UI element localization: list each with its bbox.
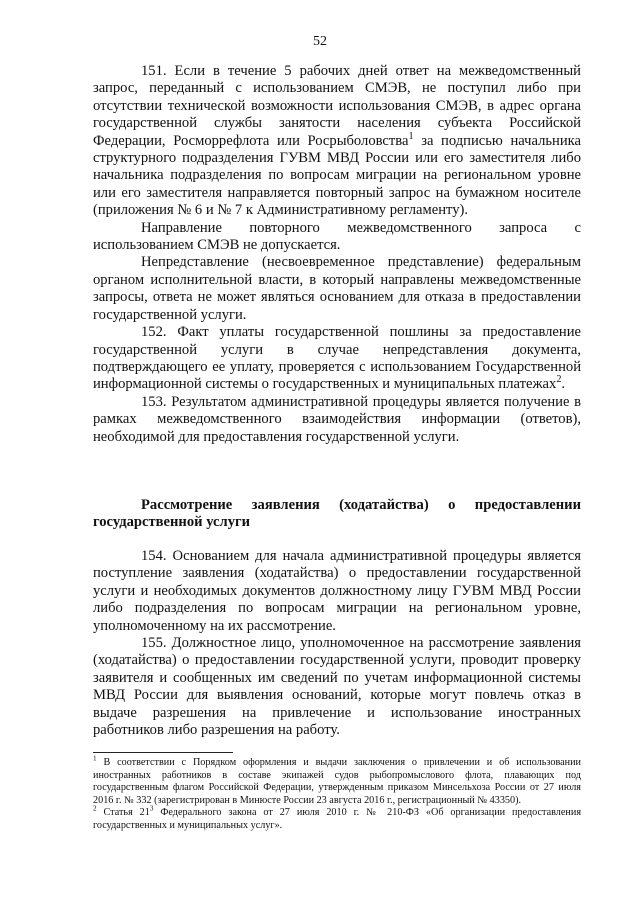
paragraph-151 [93,63,581,220]
footnote-1-mark: 1 [93,754,97,763]
footnote-ref-1: 1 [408,130,414,142]
paragraph-155: 155. Должностное лицо, уполномоченное на рассмотрение заявления (ходатайства) о предоставлении государственной услуги, проводит проверку заявителя и сообщенных им сведений по учетам информационной системы МВД России для выявления оснований, которые могут повлечь отказ в выдаче разрешения на привлечение и использование иностранных работников либо разрешения на работу. [93,635,581,739]
footnote-1-text: В соответствии с Порядком оформления и выдачи заключения о привлечении и об использовании иностранных работников в составе экипажей судов рыбопромыслового флота, плавающих под государственным флагом Российской Федерации, утвержденным приказом Минсельхоза России от 27 июля 2016 г. № 332 (зарегистрирован в Минюсте России 23 августа 2016 г., регистрационный № 43350). [93,757,581,806]
section-heading: Рассмотрение заявления (ходатайства) о предоставлении государственной услуги [93,497,581,531]
paragraph-152 [93,324,581,394]
footnote-2-text-a: Статья 21 [96,807,150,819]
paragraph-154: 154. Основанием для начала административной процедуры является поступление заявления (ходатайства) о предоставлении государственной услуги и необходимых документов должностному лицу ГУВМ МВД России либо подразделения по вопросам миграции на региональном уровне, уполномоченному на их рассмотрение. [93,548,581,634]
paragraph-151-text-a: 151. Если в течение 5 рабочих дней ответ на межведомственный запрос, переданный с использованием СМЭВ, не поступил либо при отсутствии технической возможности использования СМЭВ, в адрес органа государственной службы занятости населения субъекта Российской Федерации, Росморрефлота или Росрыболовства [93,63,581,149]
footnote-2-mark: 2 [93,804,97,813]
paragraph-153: 153. Результатом административной процедуры является получение в рамках межведомственного взаимодействия информации (ответов), необходимой для предоставления государственной услуги. [93,393,581,445]
paragraph-152-text-a: 152. Факт уплаты государственной пошлины за предоставление государственной услуги в случае непредставления документа, подтверждающего ее уплату, проверяется с использованием Государственной информационной системы о государственных и муниципальных платежах [93,324,581,393]
footnote-2-text-b: Федерального закона от 27 июля 2010 г. № 210-ФЗ «Об организации предоставления государственных и муниципальных услуг». [93,807,582,831]
footnote-2-article-sup: 3 [149,804,154,813]
footnote-ref-2: 2 [556,374,562,386]
page-number: 52 [313,34,327,49]
body-text-top [93,63,581,446]
paragraph-151-third: Непредставление (несвоевременное представление) федеральным органом исполнительной власти, в который направлены межведомственные запросы, ответа не может являться основанием для отказа в предоставлении государственной услуги. [93,254,581,323]
paragraph-152-text-b: . [561,376,566,393]
footnotes [93,754,582,833]
footnote-1 [93,754,581,807]
paragraph-151-second: Направление повторного межведомственного запроса с использованием СМЭВ не допускается. [93,219,581,254]
footnote-divider [93,752,233,753]
paragraph-151-text-b: за подписью начальника структурного подразделения ГУВМ МВД России или его заместителя либо начальника подразделения по вопросам миграции на региональном уровне или его заместителя направляется повторный запрос на бумажном носителе (приложения № 6 и № 7 к Административному регламенту). [93,132,581,219]
footnote-2 [93,804,582,832]
body-text-bottom [93,548,581,739]
